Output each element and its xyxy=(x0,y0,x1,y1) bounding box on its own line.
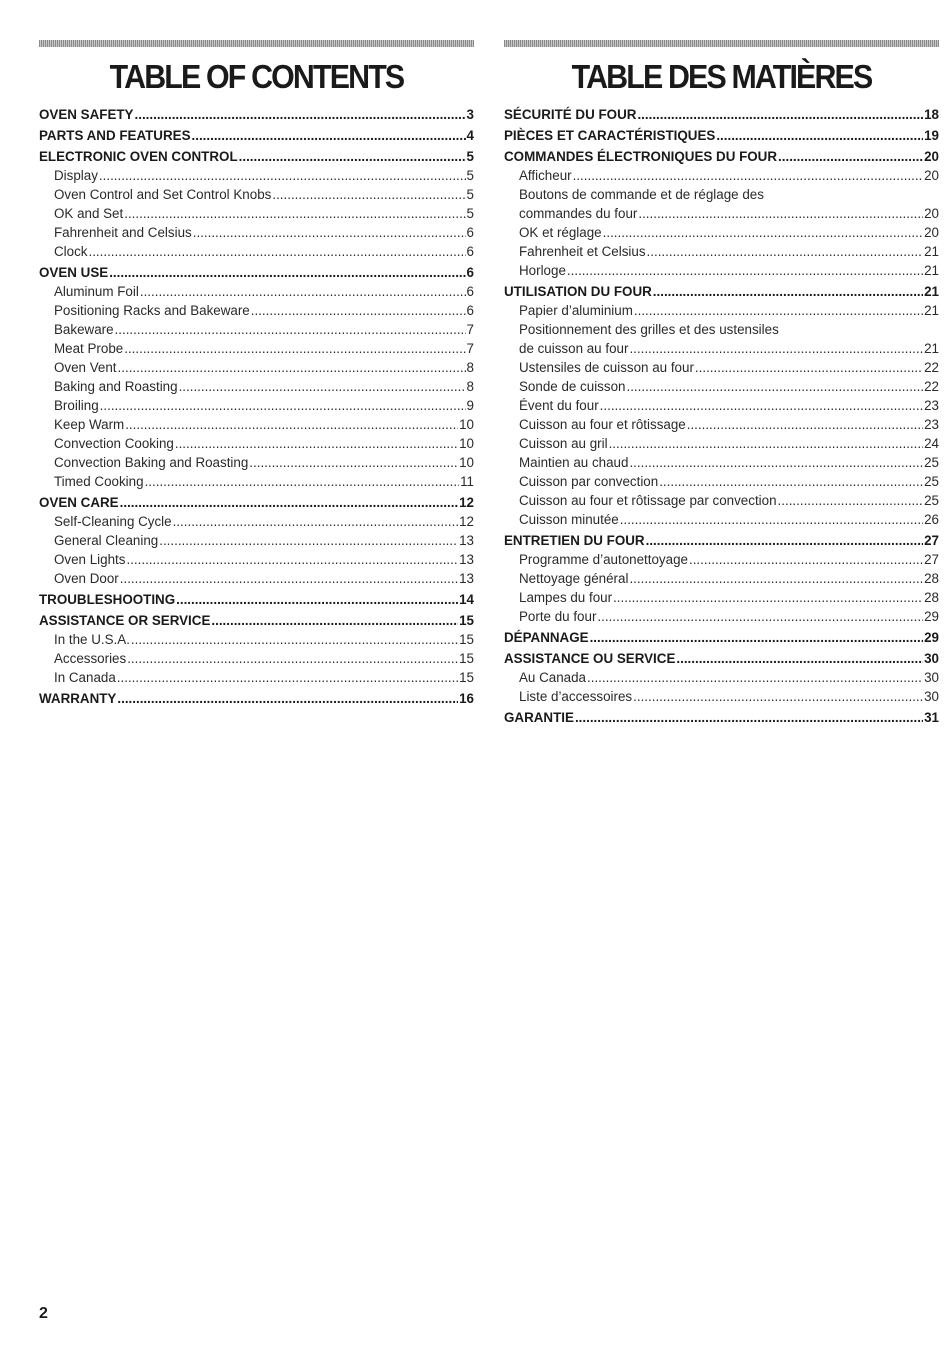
dot-leader xyxy=(124,339,465,358)
dot-leader xyxy=(118,358,466,377)
toc-section-entry xyxy=(39,147,474,166)
toc-section-entry xyxy=(39,689,474,708)
toc-entry-label: OVEN CARE xyxy=(39,495,119,510)
toc-entry-label: Display xyxy=(54,168,98,183)
toc-entry-page: 25 xyxy=(924,474,939,489)
toc-entry-page: 21 xyxy=(924,244,939,259)
toc-entry-label: commandes du four xyxy=(519,206,638,221)
toc-subsection-entry xyxy=(39,531,474,550)
toc-entry-label: In the U.S.A. xyxy=(54,632,130,647)
toc-entry-page: 21 xyxy=(924,263,939,278)
dot-leader xyxy=(193,223,466,242)
toc-entry-label: Au Canada xyxy=(519,670,587,685)
toc-entry-label: Horloge xyxy=(519,263,566,278)
toc-entry-page: 12 xyxy=(459,495,474,510)
toc-entry-label: Oven Door xyxy=(54,571,119,586)
toc-entry-label: Aluminum Foil xyxy=(54,284,139,299)
toc-entry-label: SÉCURITÉ DU FOUR xyxy=(504,107,637,122)
toc-entry-label: PIÈCES ET CARACTÉRISTIQUES xyxy=(504,128,716,143)
dot-leader xyxy=(115,320,466,339)
toc-entry-label: Liste d’accessoires xyxy=(519,689,633,704)
toc-entry-page: 13 xyxy=(459,552,474,567)
toc-section-entry xyxy=(504,147,939,166)
dot-leader xyxy=(249,453,458,472)
toc-entry-label: OK and Set xyxy=(54,206,124,221)
toc-entry-page: 27 xyxy=(924,552,939,567)
dot-leader xyxy=(120,569,458,588)
dot-leader xyxy=(117,668,458,687)
dot-leader xyxy=(239,147,466,166)
toc-subsection-entry xyxy=(504,204,939,223)
toc-entry-label: Meat Probe xyxy=(54,341,124,356)
dot-leader xyxy=(637,105,923,124)
toc-entry-page: 26 xyxy=(924,512,939,527)
toc-subsection-entry xyxy=(504,223,939,242)
dot-leader xyxy=(567,261,923,280)
toc-entry-page: 24 xyxy=(924,436,939,451)
toc-entry-label: Papier d’aluminium xyxy=(519,303,633,318)
toc-subsection-entry xyxy=(504,687,939,706)
toc-entry-label: WARRANTY xyxy=(39,691,117,706)
dot-leader xyxy=(676,649,923,668)
toc-subsection-entry xyxy=(504,261,939,280)
toc-entry-page: 15 xyxy=(459,670,474,685)
dot-leader xyxy=(100,396,466,415)
dot-leader xyxy=(653,282,923,301)
toc-entry-label: PARTS AND FEATURES xyxy=(39,128,191,143)
dot-leader xyxy=(124,204,465,223)
toc-subsection-entry xyxy=(39,166,474,185)
dot-leader xyxy=(609,434,924,453)
dot-leader xyxy=(716,126,923,145)
toc-subsection-entry xyxy=(39,223,474,242)
dot-leader xyxy=(175,434,458,453)
dot-leader xyxy=(135,105,466,124)
dot-leader xyxy=(647,242,924,261)
dot-leader xyxy=(575,708,923,727)
toc-entry-page: 27 xyxy=(924,533,939,548)
toc-subsection-entry xyxy=(504,396,939,415)
dot-leader xyxy=(629,453,923,472)
toc-subsection-entry xyxy=(39,204,474,223)
toc-entry-label: DÉPANNAGE xyxy=(504,630,589,645)
toc-entry-page: 6 xyxy=(466,284,474,299)
toc-subsection-entry xyxy=(504,166,939,185)
toc-entry-page: 22 xyxy=(924,360,939,375)
toc-entry-label: Cuisson minutée xyxy=(519,512,619,527)
toc-subsection-entry xyxy=(504,510,939,529)
top-rule xyxy=(39,40,474,47)
toc-entry-page: 30 xyxy=(924,651,939,666)
toc-entry-page: 21 xyxy=(924,341,939,356)
toc-subsection-entry xyxy=(504,358,939,377)
toc-subsection-entry xyxy=(504,434,939,453)
dot-leader xyxy=(778,491,924,510)
toc-section-entry xyxy=(39,263,474,282)
french-column xyxy=(504,40,939,727)
toc-section-entry xyxy=(39,590,474,609)
dot-leader xyxy=(587,668,923,687)
dot-leader xyxy=(778,147,923,166)
toc-entry-page: 5 xyxy=(466,168,474,183)
toc-entry-label: Accessories xyxy=(54,651,127,666)
toc-entry-page: 20 xyxy=(924,168,939,183)
dot-leader xyxy=(145,472,460,491)
dot-leader xyxy=(613,588,923,607)
dot-leader xyxy=(659,472,923,491)
toc-entry-page: 7 xyxy=(466,341,474,356)
dot-leader xyxy=(590,628,924,647)
toc-subsection-entry xyxy=(504,377,939,396)
toc-subsection-entry xyxy=(504,472,939,491)
dot-leader xyxy=(272,185,465,204)
toc-section-entry xyxy=(39,611,474,630)
toc-entry-page: 22 xyxy=(924,379,939,394)
toc-subsection-entry xyxy=(39,185,474,204)
toc-entry-page: 4 xyxy=(466,128,474,143)
dot-leader xyxy=(646,531,923,550)
toc-entry-label: ASSISTANCE OR SERVICE xyxy=(39,613,211,628)
toc-entry-page: 14 xyxy=(459,592,474,607)
toc-subsection-entry xyxy=(39,453,474,472)
toc-subsection-entry xyxy=(39,550,474,569)
dot-leader xyxy=(192,126,466,145)
toc-entry-label: COMMANDES ÉLECTRONIQUES DU FOUR xyxy=(504,149,778,164)
toc-subsection-entry xyxy=(504,607,939,626)
toc-entry-page: 5 xyxy=(466,206,474,221)
toc-entry-label: Positioning Racks and Bakeware xyxy=(54,303,250,318)
toc-entry-page: 10 xyxy=(459,436,474,451)
toc-entry-label: OVEN SAFETY xyxy=(39,107,134,122)
toc-subsection-entry xyxy=(39,396,474,415)
toc-entry-label: Sonde de cuisson xyxy=(519,379,626,394)
dot-leader xyxy=(109,263,465,282)
toc-entry-page: 28 xyxy=(924,571,939,586)
toc-entry-label: Évent du four xyxy=(519,398,599,413)
toc-entry-page: 6 xyxy=(466,225,474,240)
toc-entry-label: ENTRETIEN DU FOUR xyxy=(504,533,645,548)
toc-entry-page: 25 xyxy=(924,455,939,470)
dot-leader xyxy=(159,531,458,550)
toc-entry-page: 21 xyxy=(924,303,939,318)
toc-subsection-entry xyxy=(39,301,474,320)
toc-subsection-entry xyxy=(504,668,939,687)
page-number: 2 xyxy=(39,1305,48,1322)
toc-entry-label: Maintien au chaud xyxy=(519,455,629,470)
toc-entry-page: 23 xyxy=(924,398,939,413)
toc-entry-label: ASSISTANCE OU SERVICE xyxy=(504,651,676,666)
toc-entry-page: 9 xyxy=(466,398,474,413)
toc-entry-page: 6 xyxy=(466,303,474,318)
toc-section-entry xyxy=(504,649,939,668)
toc-entry-label: Oven Lights xyxy=(54,552,126,567)
toc-entry-label: Cuisson par convection xyxy=(519,474,659,489)
dot-leader xyxy=(600,396,923,415)
dot-leader xyxy=(629,339,923,358)
toc-entry-page: 6 xyxy=(466,244,474,259)
toc-section-entry xyxy=(504,531,939,550)
toc-entry-page: 15 xyxy=(459,651,474,666)
toc-entry-label: Porte du four xyxy=(519,609,597,624)
toc-entry-page: 16 xyxy=(459,691,474,706)
toc-entry-prefix: Positionnement des grilles et des ustensiles xyxy=(519,322,779,337)
toc-entry-page: 13 xyxy=(459,533,474,548)
toc-section-entry xyxy=(504,628,939,647)
toc-entry-label: Self-Cleaning Cycle xyxy=(54,514,172,529)
dot-leader xyxy=(251,301,466,320)
english-column xyxy=(39,40,474,708)
dot-leader xyxy=(179,377,466,396)
dot-leader xyxy=(695,358,923,377)
toc-entry-page: 20 xyxy=(924,225,939,240)
toc-entry-label: Cuisson au gril xyxy=(519,436,608,451)
toc-entry-label: Nettoyage général xyxy=(519,571,629,586)
toc-entry-page: 7 xyxy=(466,322,474,337)
toc-entry-label: Ustensiles de cuisson au four xyxy=(519,360,694,375)
toc-entry-label: OVEN USE xyxy=(39,265,109,280)
toc-subsection-entry xyxy=(39,415,474,434)
toc-entry-label: TROUBLESHOOTING xyxy=(39,592,176,607)
toc-section-entry xyxy=(39,126,474,145)
toc-subsection-entry xyxy=(504,491,939,510)
toc-entry-page: 21 xyxy=(924,284,939,299)
toc-subsection-entry xyxy=(39,358,474,377)
dot-leader xyxy=(634,301,923,320)
toc-entry-label: Cuisson au four et rôtissage xyxy=(519,417,686,432)
toc-entry-page: 6 xyxy=(466,265,474,280)
toc-entry-label: Keep Warm xyxy=(54,417,125,432)
dot-leader xyxy=(603,223,923,242)
toc-subsection-entry xyxy=(504,569,939,588)
toc-entry-page: 23 xyxy=(924,417,939,432)
dot-leader xyxy=(176,590,458,609)
toc-subsection-entry xyxy=(39,242,474,261)
toc-subsection-entry xyxy=(504,588,939,607)
toc-entry-page: 19 xyxy=(924,128,939,143)
toc-entry-prefix: Boutons de commande et de réglage des xyxy=(519,187,764,202)
toc-entry-page: 29 xyxy=(924,630,939,645)
toc-entry-label: Cuisson au four et rôtissage par convection xyxy=(519,493,777,508)
toc-entry-page: 13 xyxy=(459,571,474,586)
toc-subsection-entry xyxy=(504,415,939,434)
dot-leader xyxy=(620,510,923,529)
toc-entry-page: 20 xyxy=(924,206,939,221)
toc-section-entry xyxy=(39,105,474,124)
english-toc xyxy=(39,105,474,708)
dot-leader xyxy=(597,607,923,626)
french-toc xyxy=(504,105,939,727)
toc-section-entry xyxy=(504,708,939,727)
dot-leader xyxy=(687,415,923,434)
dot-leader xyxy=(117,689,458,708)
dot-leader xyxy=(140,282,466,301)
toc-entry-page: 28 xyxy=(924,590,939,605)
toc-subsection-entry xyxy=(504,242,939,261)
toc-subsection-entry xyxy=(39,649,474,668)
toc-section-entry xyxy=(39,493,474,512)
english-title: TABLE OF CONTENTS xyxy=(109,58,404,95)
toc-subsection-entry xyxy=(39,282,474,301)
toc-entry-label: UTILISATION DU FOUR xyxy=(504,284,652,299)
toc-entry-label: OK et réglage xyxy=(519,225,602,240)
dot-leader xyxy=(626,377,923,396)
toc-section-entry xyxy=(504,105,939,124)
toc-subsection-entry xyxy=(504,301,939,320)
toc-entry-page: 29 xyxy=(924,609,939,624)
toc-subsection-entry xyxy=(504,339,939,358)
toc-entry-label: Oven Control and Set Control Knobs xyxy=(54,187,272,202)
toc-entry-page: 12 xyxy=(459,514,474,529)
toc-entry-label: de cuisson au four xyxy=(519,341,629,356)
dot-leader xyxy=(173,512,459,531)
toc-entry-page: 3 xyxy=(466,107,474,122)
toc-subsection-entry xyxy=(39,668,474,687)
toc-entry-label: Oven Vent xyxy=(54,360,117,375)
dot-leader xyxy=(127,649,458,668)
toc-entry-label: General Cleaning xyxy=(54,533,159,548)
toc-entry-label: Fahrenheit et Celsius xyxy=(519,244,646,259)
toc-entry-label: Timed Cooking xyxy=(54,474,144,489)
toc-entry-page: 18 xyxy=(924,107,939,122)
toc-subsection-entry xyxy=(39,434,474,453)
toc-entry-page: 8 xyxy=(466,379,474,394)
toc-entry-page: 25 xyxy=(924,493,939,508)
toc-entry-page: 15 xyxy=(459,632,474,647)
french-title: TABLE DES MATIÈRES xyxy=(571,58,872,95)
dot-leader xyxy=(99,166,466,185)
toc-entry-page: 10 xyxy=(459,455,474,470)
toc-subsection-entry xyxy=(39,377,474,396)
toc-entry-page: 10 xyxy=(459,417,474,432)
toc-entry-label: Baking and Roasting xyxy=(54,379,178,394)
toc-entry-label: ELECTRONIC OVEN CONTROL xyxy=(39,149,238,164)
toc-entry-label: Convection Cooking xyxy=(54,436,174,451)
toc-subsection-entry xyxy=(39,339,474,358)
dot-leader xyxy=(126,550,458,569)
dot-leader xyxy=(211,611,458,630)
dot-leader xyxy=(131,630,458,649)
toc-subsection-entry xyxy=(39,569,474,588)
top-rule xyxy=(504,40,939,47)
toc-entry-page: 31 xyxy=(924,710,939,725)
toc-entry-label: Programme d’autonettoyage xyxy=(519,552,688,567)
toc-subsection-entry xyxy=(39,320,474,339)
toc-subsection-entry xyxy=(504,550,939,569)
dot-leader xyxy=(88,242,465,261)
toc-entry-label: Fahrenheit and Celsius xyxy=(54,225,192,240)
toc-entry-label: Broiling xyxy=(54,398,99,413)
toc-subsection-entry xyxy=(504,453,939,472)
toc-entry-page: 20 xyxy=(924,149,939,164)
toc-section-entry xyxy=(504,126,939,145)
toc-entry-page: 8 xyxy=(466,360,474,375)
toc-entry-label: Clock xyxy=(54,244,88,259)
toc-entry-page: 5 xyxy=(466,149,474,164)
dot-leader xyxy=(125,415,458,434)
toc-entry-label: GARANTIE xyxy=(504,710,574,725)
toc-entry-label: Convection Baking and Roasting xyxy=(54,455,249,470)
toc-entry-label: Lampes du four xyxy=(519,590,613,605)
toc-section-entry xyxy=(504,282,939,301)
toc-entry-page: 5 xyxy=(466,187,474,202)
toc-entry-label: Afficheur xyxy=(519,168,572,183)
dot-leader xyxy=(629,569,923,588)
toc-subsection-entry xyxy=(39,630,474,649)
dot-leader xyxy=(120,493,458,512)
toc-entry-page: 30 xyxy=(924,689,939,704)
dot-leader xyxy=(573,166,923,185)
dot-leader xyxy=(638,204,923,223)
toc-subsection-entry xyxy=(39,512,474,531)
toc-entry-page: 30 xyxy=(924,670,939,685)
dot-leader xyxy=(689,550,923,569)
toc-entry-page: 15 xyxy=(459,613,474,628)
dot-leader xyxy=(633,687,923,706)
toc-subsection-entry xyxy=(39,472,474,491)
toc-entry-label: Bakeware xyxy=(54,322,114,337)
toc-entry-label: In Canada xyxy=(54,670,116,685)
toc-entry-page: 11 xyxy=(460,474,474,489)
